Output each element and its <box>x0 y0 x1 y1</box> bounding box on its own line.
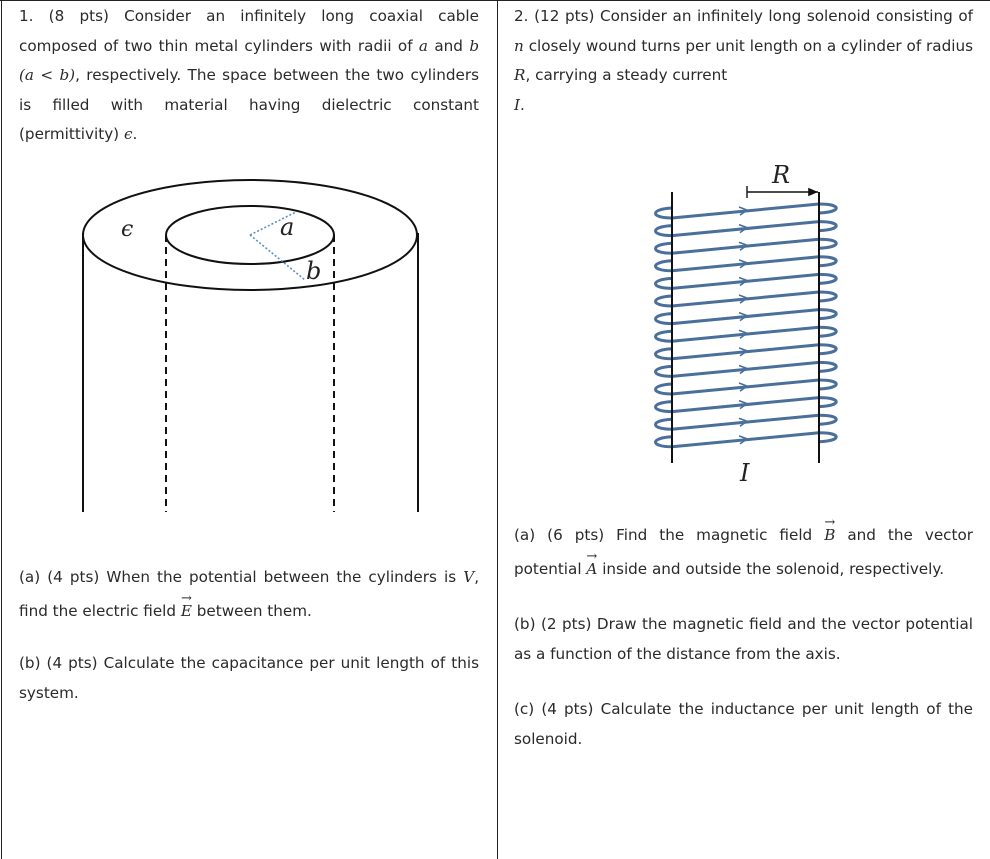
condition: (a < b) <box>19 66 76 84</box>
coil-loop-left <box>656 384 673 394</box>
coil-loop-left <box>656 208 673 218</box>
problem-2-parts <box>514 517 973 754</box>
problem-1-part-b: (b) (4 pts) Calculate the capacitance per unit length of this system. <box>19 654 479 702</box>
coil-loop-left <box>656 402 673 412</box>
var-n: n <box>514 36 524 55</box>
radius-b-label: b <box>306 257 322 285</box>
coil-loop-left <box>656 331 673 341</box>
coil-loop-left <box>656 366 673 376</box>
coil-loop-right <box>819 398 836 407</box>
var-R: R <box>514 66 526 84</box>
solenoid-coil <box>656 204 837 447</box>
coil-loop-left <box>656 419 673 429</box>
coil-loop-right <box>819 362 836 371</box>
problem-2-part-a: (a) (6 pts) Find the magnetic field → B and the vector potential → A inside and outside the solenoid, respectively. <box>514 517 973 584</box>
vector-E: → E <box>181 593 192 627</box>
vector-B: → B <box>824 517 835 551</box>
coil-loop-right <box>819 415 836 424</box>
coil-loop-right <box>819 327 836 336</box>
coil-loop-right <box>819 292 836 301</box>
problem-2-part-b: (b) (2 pts) Draw the magnetic field and the vector potential as a function of the distance from the axis. <box>514 615 973 663</box>
coil-loop-left <box>656 226 673 236</box>
problem-2-intro: 2. (12 pts) Consider an infinitely long solenoid consisting of n closely wound turns per unit length on a cylinder of radius R, carrying a steady current I. <box>514 7 974 114</box>
epsilon-symbol: ϵ <box>123 125 133 143</box>
coil-loop-right <box>819 274 836 283</box>
coil-loop-left <box>656 243 673 253</box>
coil-loop-right <box>819 345 836 354</box>
coil-loop-right <box>819 433 836 442</box>
vector-A: → A <box>586 551 597 585</box>
solenoid-radius-label: R <box>772 161 791 189</box>
coil-loop-left <box>656 278 673 288</box>
coil-loop-right <box>819 380 836 389</box>
coil-loop-right <box>819 257 836 266</box>
var-a: a <box>418 36 428 55</box>
radius-a-label: a <box>280 213 295 241</box>
coil-loop-left <box>656 349 673 359</box>
var-I: I <box>514 95 520 114</box>
coil-loop-right <box>819 222 836 231</box>
var-V: V <box>463 568 475 586</box>
coil-loop-left <box>656 314 673 324</box>
problem-1-intro: 1. (8 pts) Consider an infinitely long coaxial cable composed of two thin metal cylinders with radii of a and b (a < b), respectively. The space between the two cylinders is filled with material having dielectric constant (permittivity) ϵ. <box>19 7 480 143</box>
coil-loop-right <box>819 204 836 213</box>
coil-loop-left <box>656 261 673 271</box>
coil-loop-right <box>819 310 836 319</box>
epsilon-label: ϵ <box>121 217 134 242</box>
coil-loop-left <box>656 437 673 447</box>
problem-2-part-c: (c) (4 pts) Calculate the inductance per unit length of the solenoid. <box>514 700 973 748</box>
coil-loop-left <box>656 296 673 306</box>
problem-1-part-a: (a) (4 pts) When the potential between the cylinders is V, find the electric field → E between them. <box>19 563 479 626</box>
coil-loop-right <box>819 239 836 248</box>
current-label: I <box>740 459 750 487</box>
var-b: b <box>469 36 480 55</box>
